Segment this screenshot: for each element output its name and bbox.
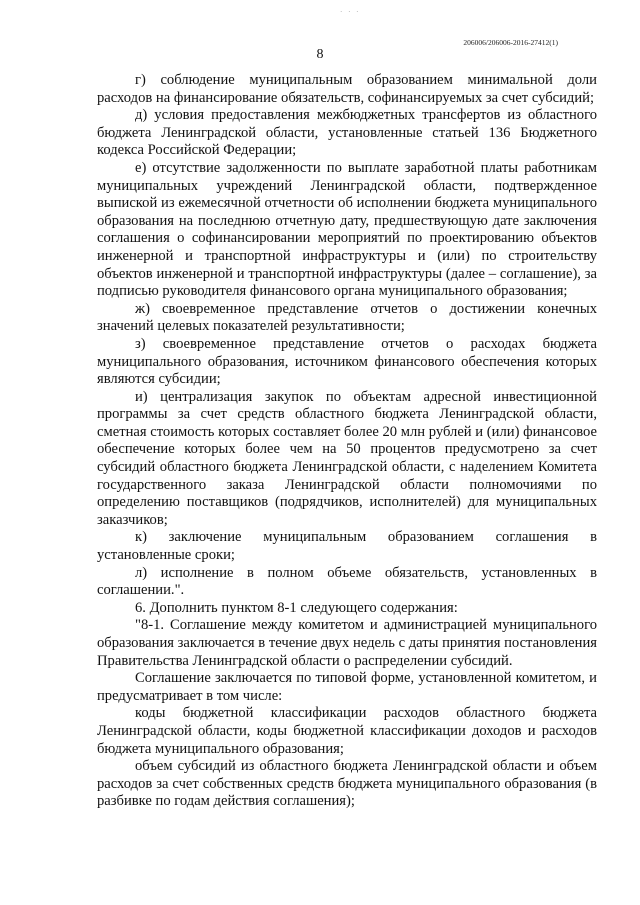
paragraph-agreement-form: Соглашение заключается по типовой форме, установленной комитетом, и предусматривает в том числе: bbox=[97, 670, 597, 704]
paragraph-d: д) условия предоставления межбюджетных трансфертов из областного бюджета Ленинградской области, установленные статьей 136 Бюджетного кодекса Российской Федерации; bbox=[97, 107, 597, 159]
paragraph-g: г) соблюдение муниципальным образованием минимальной доли расходов на финансирование обязательств, софинансируемых за счет субсидий; bbox=[97, 72, 597, 106]
paragraph-e: е) отсутствие задолженности по выплате заработной платы работникам муниципальных учреждений Ленинградской области, подтвержденное выпиской из ежемесячной отчетности об исполнении бюджета муниципального образования на последнюю отчетную дату, предшествующую дате заключения соглашения о софинансировании мероприятий по проектированию объектов инженерной и транспортной инфраструктуры и (или) по строительству объектов инженерной и транспортной инфраструктуры (далее – соглашение), за подписью руководителя финансового органа муниципального образования; bbox=[97, 159, 597, 300]
paragraph-z: з) своевременное представление отчетов о расходах бюджета муниципального образования, источником финансового обеспечения которых являются субсидии; bbox=[97, 335, 597, 388]
paragraph-item-6: 6. Дополнить пунктом 8-1 следующего содержания: bbox=[135, 599, 458, 616]
document-id: 206006/206006-2016-27412(1) bbox=[463, 38, 558, 47]
scan-mark: · · · bbox=[340, 8, 361, 16]
paragraph-budget-codes: коды бюджетной классификации расходов областного бюджета Ленинградской области, коды бюджетной классификации доходов и расходов бюджета муниципального образования; bbox=[97, 705, 597, 757]
paragraph-8-1: "8-1. Соглашение между комитетом и администрацией муниципального образования заключается в течение двух недель с даты принятия постановления Правительства Ленинградской области о распределении субсидий. bbox=[97, 617, 597, 669]
paragraph-i: и) централизация закупок по объектам адресной инвестиционной программы за счет средств областного бюджета Ленинградской области, сметная стоимость которых составляет более 20 млн рублей и (или) финансовое обеспечение которых более чем на 50 процентов предусмотрено за счет субсидий областного бюджета Ленинградской области, с наделением Комитета государственного заказа Ленинградской области полномочиями по определению поставщиков (подрядчиков, исполнителей) для муниципальных заказчиков; bbox=[97, 388, 597, 528]
paragraph-zh: ж) своевременное представление отчетов о достижении конечных значений целевых показателей результативности; bbox=[97, 300, 597, 335]
paragraph-l: л) исполнение в полном объеме обязательств, установленных в соглашении.". bbox=[97, 564, 597, 599]
page-number: 8 bbox=[316, 47, 324, 62]
paragraph-k: к) заключение муниципальным образованием соглашения в установленные сроки; bbox=[97, 529, 597, 564]
document-body bbox=[97, 72, 597, 811]
paragraph-subsidy-volume: объем субсидий из областного бюджета Ленинградской области и объем расходов за счет собственных средств бюджета муниципального образования (в разбивке по годам действия соглашения); bbox=[97, 758, 597, 810]
